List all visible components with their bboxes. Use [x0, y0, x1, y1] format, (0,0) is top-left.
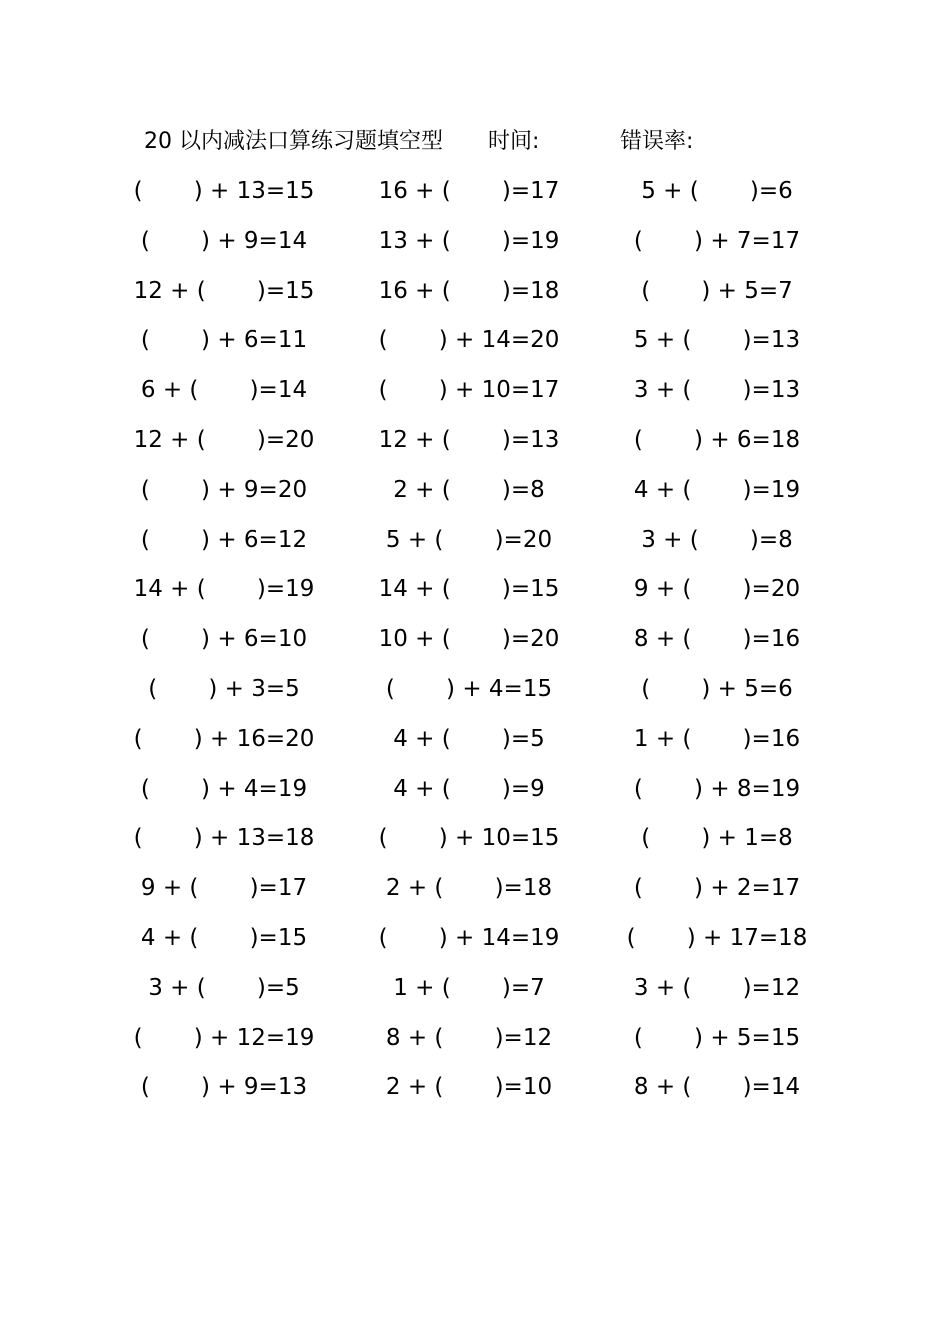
problem-item: ( ) + 9=13	[140, 1074, 308, 1101]
problem-row	[0, 1019, 950, 1069]
problem-row	[0, 1068, 950, 1118]
problem-item: ( ) + 3=5	[148, 675, 300, 702]
problem-item: 4 + ( )=15	[140, 924, 308, 951]
problem-item: 12 + ( )=13	[378, 426, 560, 453]
problem-item: 10 + ( )=20	[378, 626, 560, 653]
problem-item: 1 + ( )=7	[393, 974, 545, 1001]
problem-item: 16 + ( )=18	[378, 277, 560, 304]
problem-item: ( ) + 4=15	[385, 675, 553, 702]
problem-item: 16 + ( )=17	[378, 178, 560, 204]
problem-item: 2 + ( )=8	[393, 476, 545, 503]
problem-row	[0, 471, 950, 521]
problem-item: ( ) + 9=20	[140, 476, 308, 503]
problem-item: ( ) + 5=7	[641, 277, 793, 304]
problem-item: 2 + ( )=10	[385, 1074, 553, 1101]
problem-item: 2 + ( )=18	[385, 875, 553, 902]
problem-row	[0, 222, 950, 272]
problem-item: ( ) + 4=19	[140, 775, 308, 802]
problem-item: ( ) + 6=18	[633, 426, 801, 453]
problem-item: ( ) + 5=6	[641, 675, 793, 702]
problem-item: ( ) + 14=19	[378, 924, 560, 951]
problem-item: 12 + ( )=20	[133, 426, 315, 453]
problem-item: 5 + ( )=20	[385, 526, 553, 553]
problem-row	[0, 371, 950, 421]
problem-item: 4 + ( )=5	[393, 725, 545, 752]
problem-item: ( ) + 6=11	[140, 327, 308, 354]
problem-row	[0, 321, 950, 371]
problem-item: ( ) + 1=8	[641, 825, 793, 852]
problem-item: ( ) + 13=15	[133, 178, 315, 204]
problem-item: 6 + ( )=14	[140, 377, 308, 404]
problem-row	[0, 919, 950, 969]
problem-item: ( ) + 7=17	[633, 227, 801, 254]
problem-item: 14 + ( )=19	[133, 576, 315, 603]
problem-item: 4 + ( )=9	[393, 775, 545, 802]
problem-item: 14 + ( )=15	[378, 576, 560, 603]
problem-item: 8 + ( )=16	[633, 626, 801, 653]
problem-row	[0, 620, 950, 670]
problem-row	[0, 272, 950, 322]
worksheet-title: 20 以内减法口算练习题填空型	[144, 129, 443, 154]
problem-item: 13 + ( )=19	[378, 227, 560, 254]
problem-item: 3 + ( )=12	[633, 974, 801, 1001]
problem-row	[0, 720, 950, 770]
problem-item: ( ) + 14=20	[378, 327, 560, 354]
problem-item: 8 + ( )=14	[633, 1074, 801, 1101]
problem-item: ( ) + 6=12	[140, 526, 308, 553]
problem-item: ( ) + 13=18	[133, 825, 315, 852]
problem-grid	[0, 172, 950, 1118]
problem-item: 3 + ( )=13	[633, 377, 801, 404]
problem-item: 5 + ( )=13	[633, 327, 801, 354]
problem-row	[0, 770, 950, 820]
problem-item: ( ) + 2=17	[633, 875, 801, 902]
problem-item: 3 + ( )=5	[148, 974, 300, 1001]
problem-item: 1 + ( )=16	[633, 725, 801, 752]
problem-row	[0, 969, 950, 1019]
problem-item: 3 + ( )=8	[641, 526, 793, 553]
problem-item: ( ) + 10=17	[378, 377, 560, 404]
problem-row	[0, 819, 950, 869]
problem-item: 5 + ( )=6	[641, 178, 793, 204]
problem-item: 12 + ( )=15	[133, 277, 315, 304]
problem-item: ( ) + 10=15	[378, 825, 560, 852]
problem-item: 8 + ( )=12	[385, 1024, 553, 1051]
problem-item: ( ) + 8=19	[633, 775, 801, 802]
worksheet-header	[0, 124, 950, 160]
problem-item: 4 + ( )=19	[633, 476, 801, 503]
problem-row	[0, 869, 950, 919]
problem-item: 9 + ( )=20	[633, 576, 801, 603]
problem-item: ( ) + 6=10	[140, 626, 308, 653]
problem-row	[0, 670, 950, 720]
problem-item: ( ) + 12=19	[133, 1024, 315, 1051]
time-label: 时间:	[488, 129, 540, 154]
problem-item: ( ) + 9=14	[140, 227, 308, 254]
problem-item: ( ) + 17=18	[626, 924, 808, 951]
problem-item: 9 + ( )=17	[140, 875, 308, 902]
problem-row	[0, 421, 950, 471]
problem-row	[0, 570, 950, 620]
error-rate-label: 错误率:	[620, 129, 694, 154]
problem-row	[0, 172, 950, 222]
problem-item: ( ) + 16=20	[133, 725, 315, 752]
problem-item: ( ) + 5=15	[633, 1024, 801, 1051]
problem-row	[0, 521, 950, 571]
